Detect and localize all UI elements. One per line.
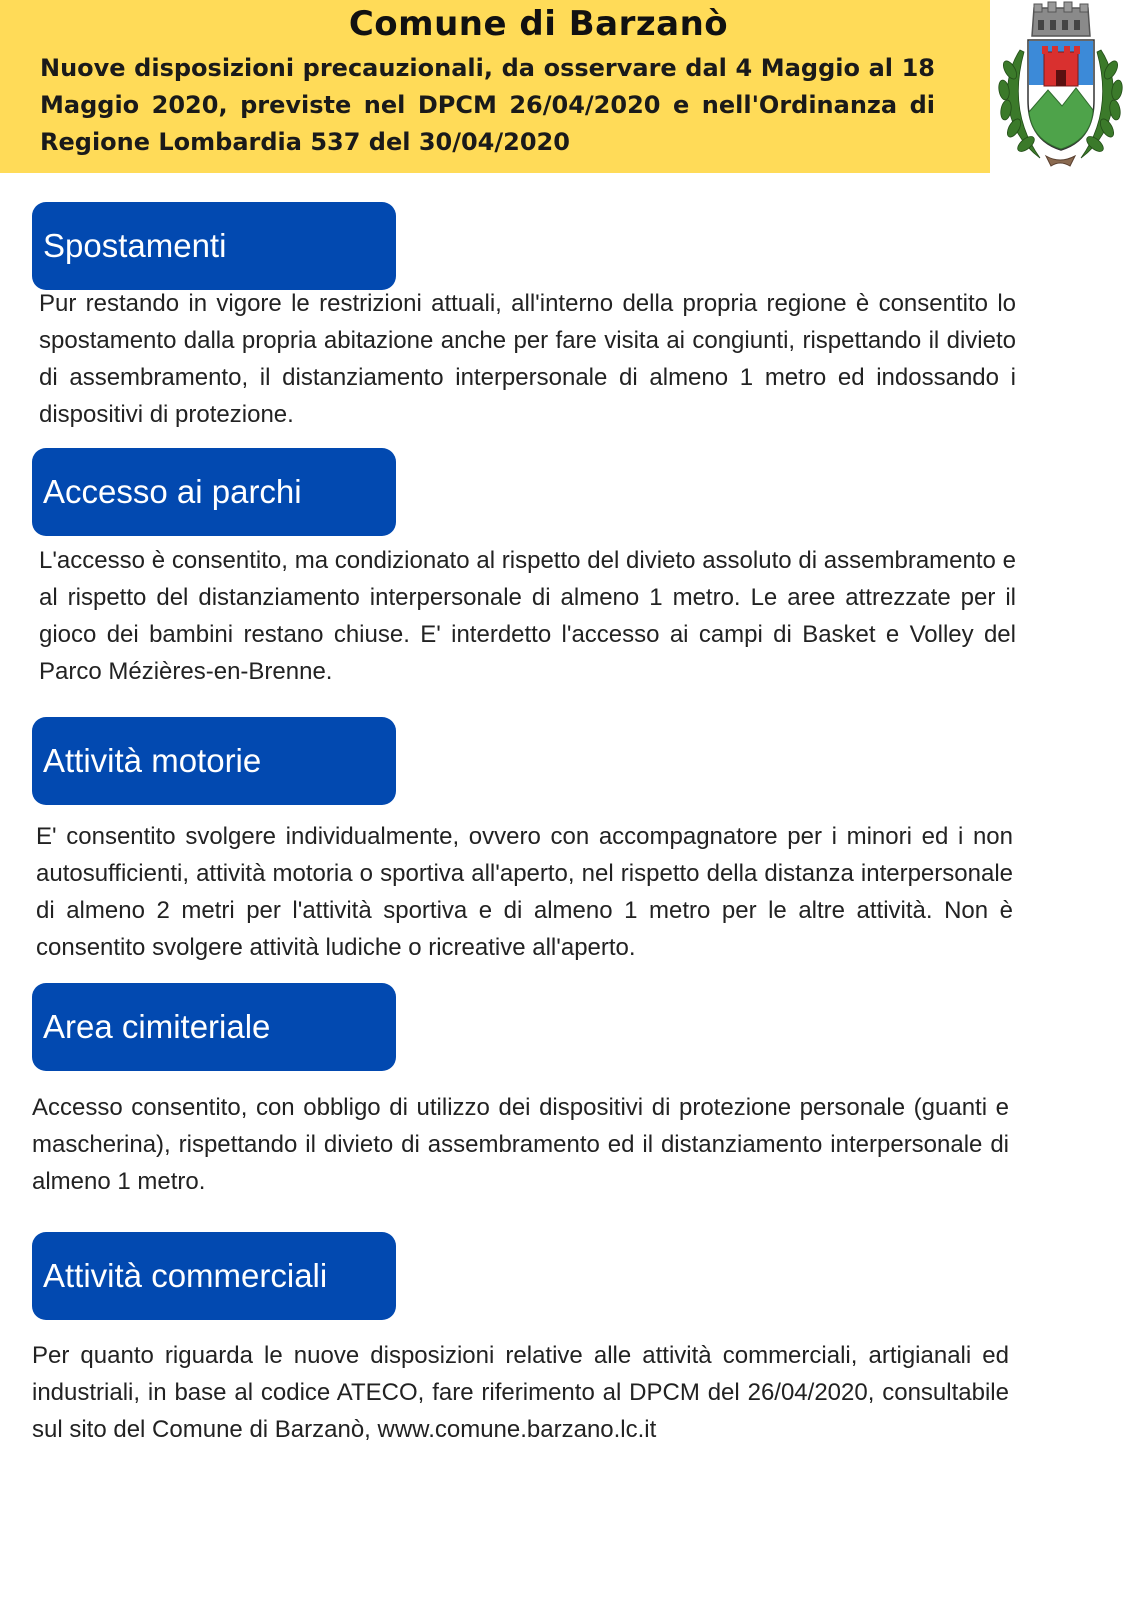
page-subtitle: Nuove disposizioni precauzionali, da osservare dal 4 Maggio al 18 Maggio 2020, previste nel DPCM 26/04/2020 e nell'Ordinanza di Regione Lombardia 537 del 30/04/2020 <box>40 54 935 156</box>
section-label-attivita-motorie: Attività motorie <box>32 717 396 805</box>
municipal-coat-of-arms-icon <box>990 0 1131 173</box>
section-label-spostamenti: Spostamenti <box>32 202 396 290</box>
shield-icon <box>1028 40 1094 150</box>
crown-icon <box>1032 2 1090 36</box>
section-text-attivita-commerciali: Per quanto riguarda le nuove disposizioni relative alle attività commerciali, artigianali ed industriali, in base al codice ATECO, fare riferimento al DPCM del 26/04/2020, consultabile sul sito del Comune di Barzanò, www.comune.barzano.lc.it <box>32 1342 1009 1443</box>
section-label-area-cimiteriale: Area cimiteriale <box>32 983 396 1071</box>
section-label-attivita-commerciali: Attività commerciali <box>32 1232 396 1320</box>
section-text-spostamenti: Pur restando in vigore le restrizioni attuali, all'interno della propria regione è consentito lo spostamento dalla propria abitazione anche per fare visita ai congiunti, rispettando il divieto di assembramento, il distanziamento interpersonale di almeno 1 metro ed indossando i dispositivi di protezione. <box>39 290 1016 428</box>
header-banner <box>0 0 990 173</box>
section-label-accesso-ai-parchi: Accesso ai parchi <box>32 448 396 536</box>
section-text-area-cimiteriale: Accesso consentito, con obbligo di utilizzo dei dispositivi di protezione personale (guanti e mascherina), rispettando il divieto di assembramento ed il distanziamento interpersonale di almeno 1 metro. <box>32 1094 1009 1195</box>
section-text-attivita-motorie: E' consentito svolgere individualmente, ovvero con accompagnatore per i minori ed i non autosufficienti, attività motoria o sportiva all'aperto, nel rispetto della distanza interpersonale di almeno 2 metri per l'attività sportiva e di almeno 1 metro per le altre attività. Non è consentito svolgere attività ludiche o ricreative all'aperto. <box>36 823 1013 961</box>
page-title: Comune di Barzanò <box>348 4 729 44</box>
section-text-accesso-ai-parchi: L'accesso è consentito, ma condizionato al rispetto del divieto assoluto di assembramento e al rispetto del distanziamento interpersonale di almeno 1 metro. Le aree attrezzate per il gioco dei bambini restano chiuse. E' interdetto l'accesso ai campi di Basket e Volley del Parco Mézières-en-Brenne. <box>39 547 1016 685</box>
